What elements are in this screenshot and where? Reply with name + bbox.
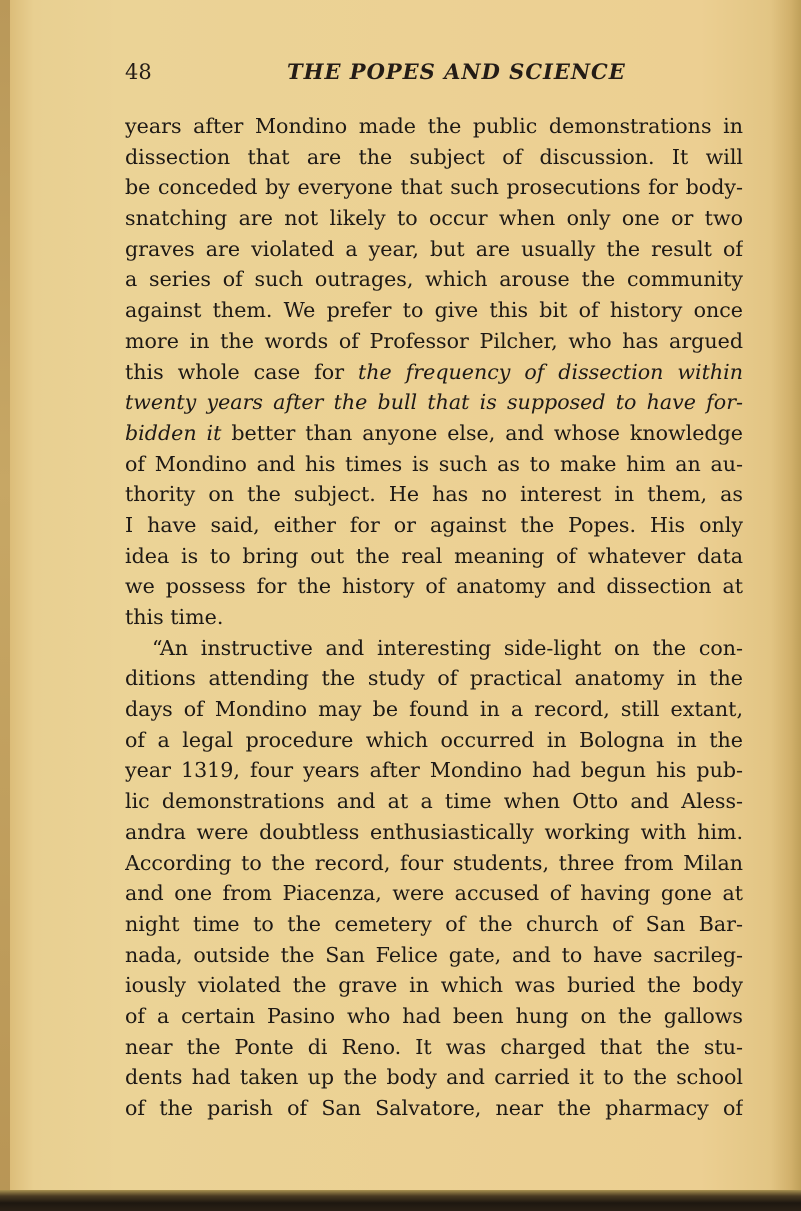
italic-phrase: the frequency of dissection within <box>357 359 743 384</box>
text-line: snatching are not likely to occur when only one or two <box>125 206 743 231</box>
text-line: nada, outside the San Felice gate, and to have sacrileg- <box>125 942 743 967</box>
text-line: year 1319, four years after Mondino had begun his pub- <box>125 758 743 783</box>
text-segment: better than anyone else, and whose knowledge <box>221 420 743 445</box>
page-header <box>0 55 801 89</box>
page-bottom-edge <box>0 1190 801 1211</box>
text-line: against them. We prefer to give this bit of history once <box>125 298 743 323</box>
text-line: more in the words of Professor Pilcher, who has argued <box>125 328 743 353</box>
text-segment: this whole case for <box>125 359 358 384</box>
text-line: “An instructive and interesting side-light on the con- <box>152 635 743 660</box>
text-line: and one from Piacenza, were accused of having gone at <box>125 881 743 906</box>
text-line: twenty years after the bull that is supposed to have for- <box>125 390 743 415</box>
text-line: ditions attending the study of practical anatomy in the <box>125 666 743 691</box>
text-line: dents had taken up the body and carried it to the school <box>125 1065 743 1090</box>
text-line: we possess for the history of anatomy and dissection at <box>125 574 743 599</box>
text-line: years after Mondino made the public demonstrations in <box>125 114 743 138</box>
text-line: lic demonstrations and at a time when Otto and Aless- <box>125 789 743 814</box>
text-line <box>125 357 743 388</box>
gutter-shadow <box>0 0 10 1211</box>
text-line: andra were doubtless enthusiastically working with him. <box>125 819 743 844</box>
text-line: of a certain Pasino who had been hung on the gallows <box>125 1003 743 1028</box>
italic-phrase: bidden it <box>125 420 222 445</box>
text-line: dissection that are the subject of discussion. It will <box>125 144 743 169</box>
text-line: this time. <box>125 605 224 629</box>
page-number: 48 <box>125 60 152 84</box>
text-line: a series of such outrages, which arouse the community <box>125 267 743 292</box>
text-line: of the parish of San Salvatore, near the pharmacy of <box>125 1096 743 1120</box>
text-line: days of Mondino may be found in a record, still extant, <box>125 697 743 722</box>
text-line: According to the record, four students, three from Milan <box>125 850 743 875</box>
text-line: of a legal procedure which occurred in Bologna in the <box>125 727 743 752</box>
text-line: iously violated the grave in which was buried the body <box>125 973 743 998</box>
text-line: be conceded by everyone that such prosecutions for body- <box>125 175 743 200</box>
body-text <box>125 111 743 1124</box>
text-line: graves are violated a year, but are usually the result of <box>125 236 743 261</box>
text-line <box>125 418 743 449</box>
text-line: near the Ponte di Reno. It was charged that the stu- <box>125 1034 743 1059</box>
text-line: of Mondino and his times is such as to make him an au- <box>125 451 743 476</box>
text-line: night time to the cemetery of the church of San Bar- <box>125 911 743 936</box>
running-title: THE POPES AND SCIENCE <box>287 59 626 84</box>
text-line: I have said, either for or against the Popes. His only <box>125 512 743 537</box>
text-line: thority on the subject. He has no interest in them, as <box>125 482 743 507</box>
text-line: idea is to bring out the real meaning of whatever data <box>125 543 743 568</box>
